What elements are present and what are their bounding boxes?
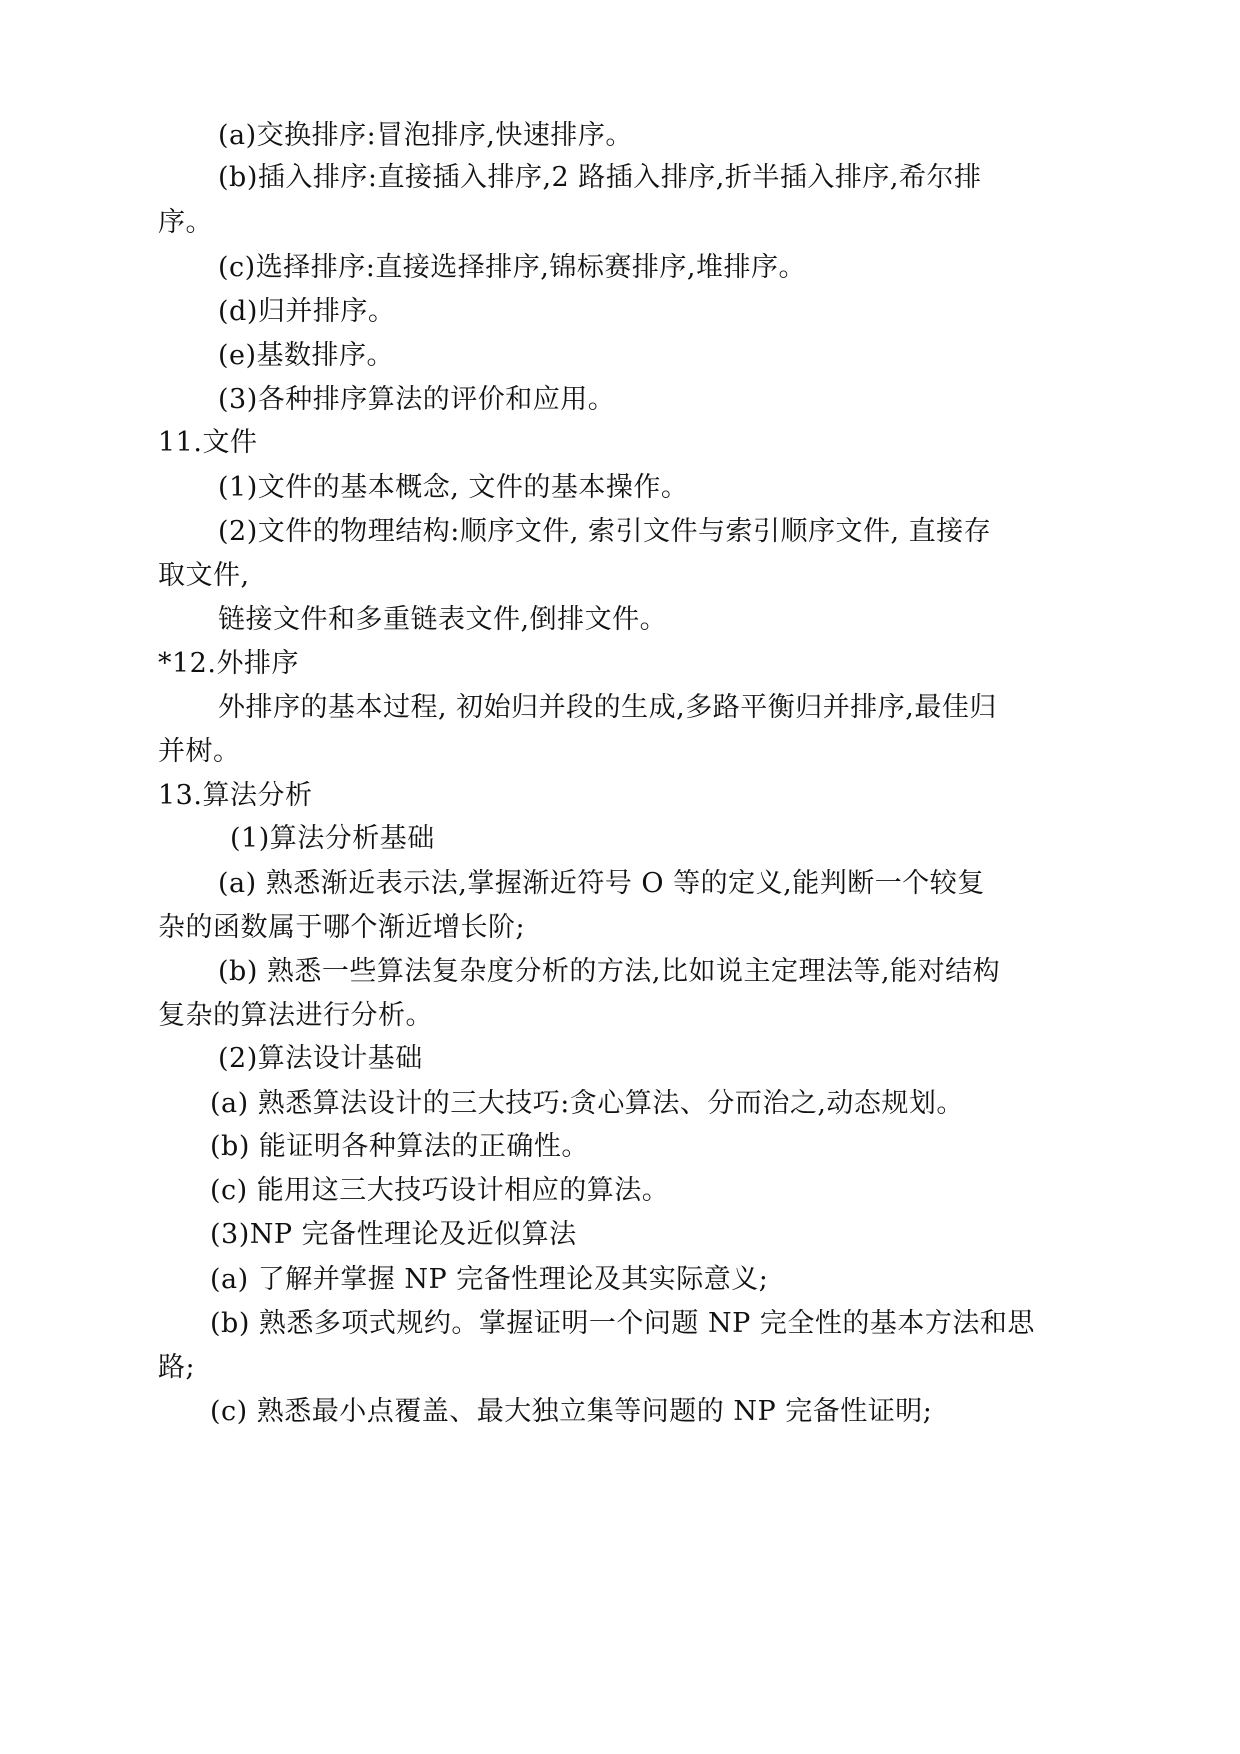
text-line: (a) 了解并掌握 NP 完备性理论及其实际意义; bbox=[210, 1264, 769, 1295]
subsection-heading: (3)NP 完备性理论及近似算法 bbox=[210, 1219, 577, 1250]
text-line: 序。 bbox=[158, 207, 213, 238]
text-line: (e)基数排序。 bbox=[218, 340, 395, 371]
text-line: (a) 熟悉渐近表示法,掌握渐近符号 O 等的定义,能判断一个较复 bbox=[218, 868, 985, 899]
text-line: (c) 能用这三大技巧设计相应的算法。 bbox=[210, 1175, 670, 1206]
text-line: (3)各种排序算法的评价和应用。 bbox=[218, 384, 616, 415]
text-line: (b)插入排序:直接插入排序,2 路插入排序,折半插入排序,希尔排 bbox=[218, 162, 982, 193]
text-line: (c) 熟悉最小点覆盖、最大独立集等问题的 NP 完备性证明; bbox=[210, 1396, 933, 1427]
text-line: 外排序的基本过程, 初始归并段的生成,多路平衡归并排序,最佳归 bbox=[218, 692, 997, 723]
text-line: (1)文件的基本概念, 文件的基本操作。 bbox=[218, 472, 689, 503]
text-line: (c)选择排序:直接选择排序,锦标赛排序,堆排序。 bbox=[218, 252, 806, 283]
section-heading: 13.算法分析 bbox=[158, 780, 313, 811]
text-line: 杂的函数属于哪个渐近增长阶; bbox=[158, 912, 526, 943]
text-line: 路; bbox=[158, 1352, 196, 1383]
text-line: (b) 熟悉多项式规约。掌握证明一个问题 NP 完全性的基本方法和思 bbox=[210, 1308, 1035, 1339]
subsection-heading: (2)算法设计基础 bbox=[218, 1043, 423, 1074]
section-heading: *12.外排序 bbox=[158, 648, 299, 679]
text-line: (a) 熟悉算法设计的三大技巧:贪心算法、分而治之,动态规划。 bbox=[210, 1088, 964, 1119]
text-line: 复杂的算法进行分析。 bbox=[158, 1000, 433, 1031]
text-line: (b) 能证明各种算法的正确性。 bbox=[210, 1131, 589, 1162]
text-line: (d)归并排序。 bbox=[218, 296, 396, 327]
text-line: (b) 熟悉一些算法复杂度分析的方法,比如说主定理法等,能对结构 bbox=[218, 956, 1001, 987]
text-line: (a)交换排序:冒泡排序,快速排序。 bbox=[218, 120, 633, 151]
text-line: 链接文件和多重链表文件,倒排文件。 bbox=[218, 604, 668, 635]
subsection-heading: (1)算法分析基础 bbox=[230, 823, 435, 854]
text-line: 并树。 bbox=[158, 736, 241, 767]
section-heading: 11.文件 bbox=[158, 427, 258, 458]
text-line: 取文件, bbox=[158, 560, 250, 591]
text-line: (2)文件的物理结构:顺序文件, 索引文件与索引顺序文件, 直接存 bbox=[218, 516, 992, 547]
